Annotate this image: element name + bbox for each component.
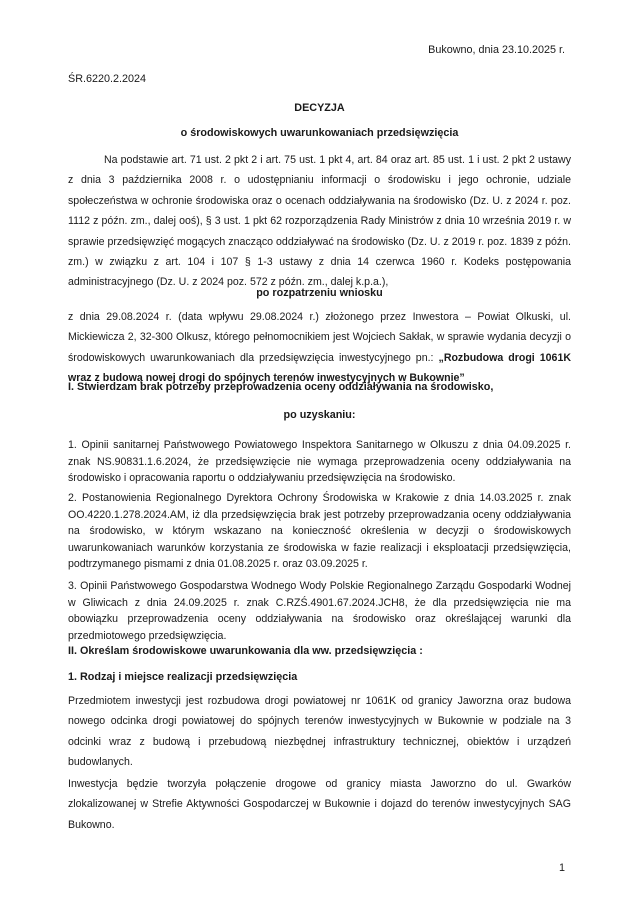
- application-paragraph: [68, 307, 571, 389]
- application-text: z dnia 29.08.2024 r. (data wpływu 29.08.2024 r.) złożonego przez Inwestora – Powiat Olkuski, ul. Mickiewicza 2, 32-300 Olkusz, którego pełnomocnikiem jest Wojciech Sakłak, w sprawie wydania decyzji o środowiskowych uwarunkowaniach dla przedsięwzięcia inwestycyjnego pn.:: [68, 311, 571, 364]
- document-subtitle: o środowiskowych uwarunkowaniach przedsięwzięcia: [180, 127, 459, 139]
- section-1-heading: I. Stwierdzam brak potrzeby przeprowadzenia oceny oddziaływania na środowisko,: [68, 381, 494, 393]
- reference-number: ŚR.6220.2.2024: [68, 73, 147, 85]
- section-2-heading: II. Określam środowiskowe uwarunkowania dla ww. przedsięwzięcia :: [68, 645, 423, 657]
- section-1-item-2: 2. Postanowienia Regionalnego Dyrektora Ochrony Środowiska w Krakowie z dnia 14.03.2025 r. znak OO.4220.1.278.2024.AM, iż dla przedsięwzięcia brak jest potrzeby przeprowadzania oceny oddziaływania na środowisko, w którym wskazano na konieczność określenia w decyzji o środowiskowych uwarunkowaniach warunków korzystania ze środowiska w fazie realizacji i eksploatacji przedsięwzięcia, podtrzymanego pismami z dnia 01.08.2025 r. oraz 03.09.2025 r.: [68, 492, 571, 571]
- place-and-date: Bukowno, dnia 23.10.2025 r.: [428, 44, 565, 56]
- project-name: „Rozbudowa drogi 1061K wraz z budową nowej drogi do spójnych terenów inwestycyjnych w Bukownie”: [68, 351, 571, 385]
- page-number: 1: [558, 862, 565, 874]
- section-2-subsection-1-heading: 1. Rodzaj i miejsce realizacji przedsięwzięcia: [68, 671, 298, 683]
- legal-basis-text: Na podstawie art. 71 ust. 2 pkt 2 i art. 75 ust. 1 pkt 4, art. 84 oraz art. 85 ust. 1 i ust. 2 pkt 2 ustawy z dnia 3 października 2008 r. o udostępnianiu informacji o środowisku i jego ochronie, udziale społeczeństwa w ochronie środowiska oraz o ocenach oddziaływania na środowisko (Dz. U. z 2024 r. poz. 1112 z późn. zm., dalej ooś), § 3 ust. 1 pkt 62 rozporządzenia Rady Ministrów z dnia 10 września 2019 r. w sprawie przedsięwzięć mogących znacząco oddziaływać na środowisko (Dz. U. z 2019 r. poz. 1839 z późn. zm.) w związku z art. 104 i 107 § 1-3 ustawy z dnia 14 czerwca 1960 r. Kodeks postępowania administracyjnego (Dz. U. z 2024 poz. 572 z późn. zm., dalej k.p.a.),: [68, 154, 571, 289]
- section-1-subheading: po uzyskaniu:: [283, 409, 356, 421]
- section-2-paragraph-1: Przedmiotem inwestycji jest rozbudowa drogi powiatowej nr 1061K od granicy Jaworzna oraz budowa nowego odcinka drogi powiatowej do spójnych terenów inwestycyjnych w Bukownie w podziale na 3 odcinki wraz z budową i przebudową niezbędnej infrastruktury technicznej, obiektów i urządzeń budowlanych.: [68, 695, 571, 769]
- section-1-item-3: 3. Opinii Państwowego Gospodarstwa Wodnego Wody Polskie Regionalnego Zarządu Gospodarki Wodnej w Gliwicach z dnia 24.09.2025 r. znak C.RZŚ.4901.67.2024.JCH8, że dla przedsięwzięcia nie ma obowiązku przeprowadzenia oceny oddziaływania na środowisko oraz określającej warunki dla przedmiotowego przedsięwzięcia.: [68, 580, 571, 642]
- section-2-paragraph-2: Inwestycja będzie tworzyła połączenie drogowe od granicy miasta Jaworzno do ul. Gwarków zlokalizowanej w Strefie Aktywności Gospodarczej w Bukownie i dojazd do terenów inwestycyjnych SAG Bukowno.: [68, 778, 571, 831]
- after-review-heading: po rozpatrzeniu wniosku: [256, 287, 383, 299]
- legal-basis-paragraph: [68, 150, 571, 293]
- document-title: DECYZJA: [294, 102, 345, 114]
- section-1-item-1: 1. Opinii sanitarnej Państwowego Powiatowego Inspektora Sanitarnego w Olkuszu z dnia 04.09.2025 r. znak NS.90831.1.6.2024, że przedsięwzięcie nie wymaga przeprowadzenia oceny oddziaływania na środowisko i opracowania raportu o oddziaływaniu przedsięwzięcia na środowisko.: [68, 439, 571, 485]
